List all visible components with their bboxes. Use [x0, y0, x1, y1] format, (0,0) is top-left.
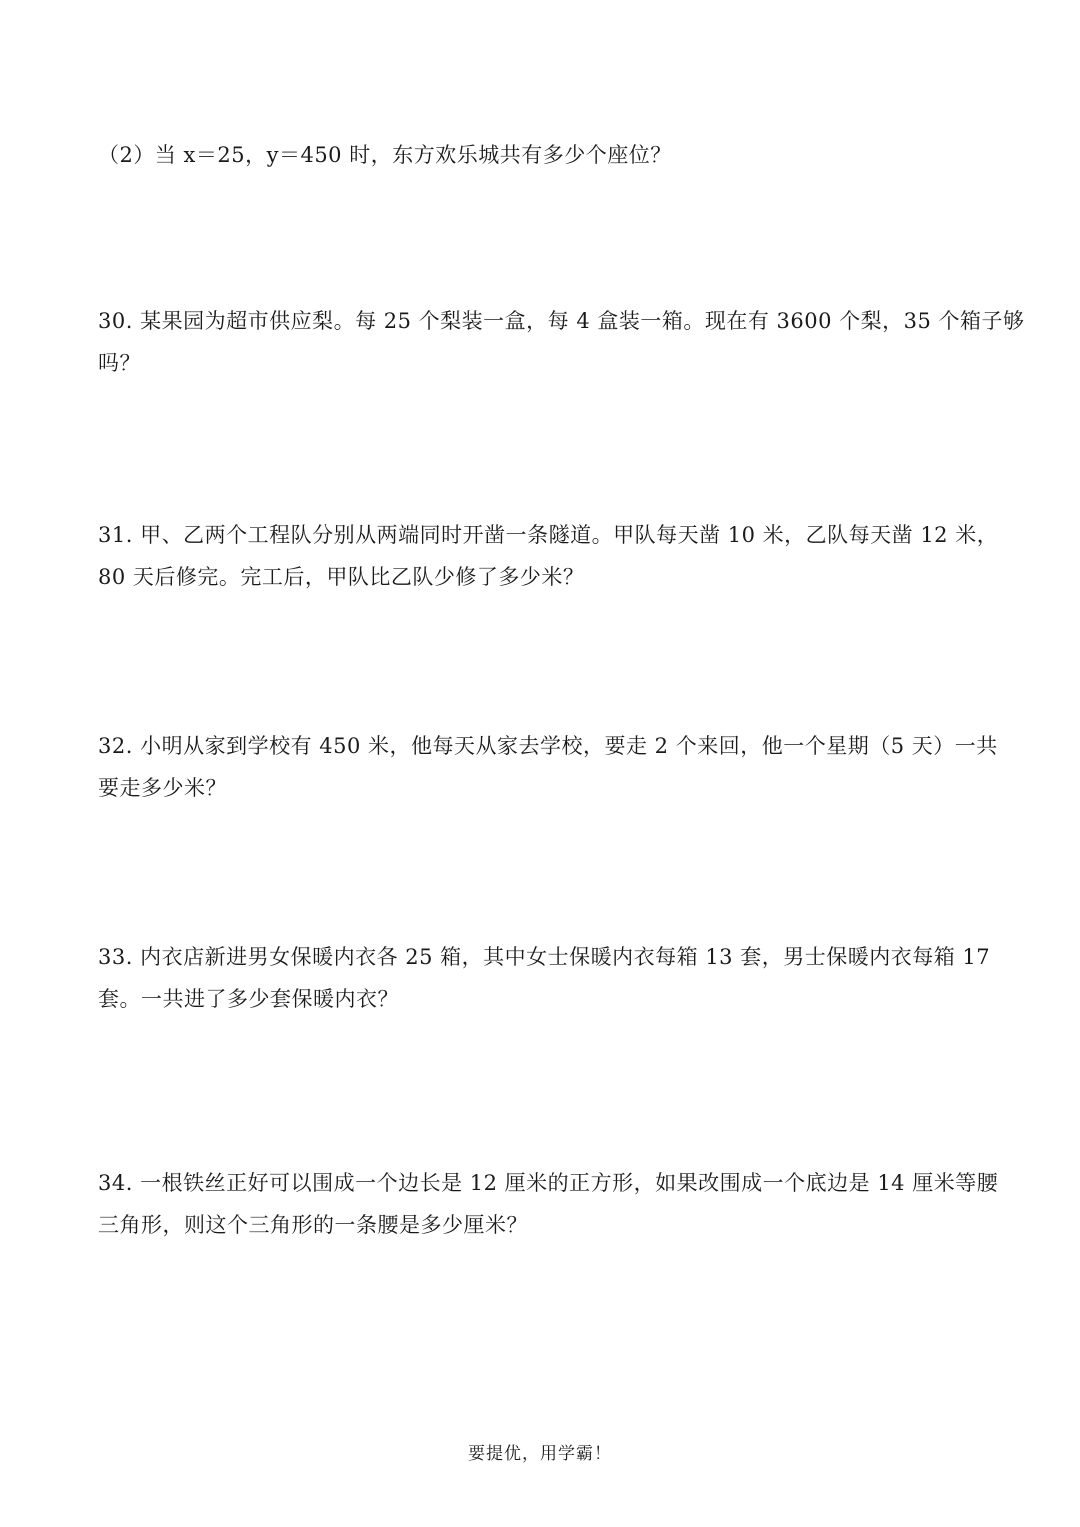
question-29-part-2: [98, 134, 988, 176]
question-32: [98, 725, 998, 809]
page-footer-slogan: 要提优，用学霸！: [468, 1444, 612, 1464]
question-line: 套。一共进了多少套保暖内衣？: [98, 987, 399, 1011]
question-line: 80 天后修完。完工后，甲队比乙队少修了多少米？: [98, 565, 585, 589]
question-line: 要走多少米？: [98, 776, 227, 800]
question-line: 30. 某果园为超市供应梨。每 25 个梨装一盒，每 4 盒装一箱。现在有 3600 个梨，35 个箱子够: [98, 309, 1025, 333]
question-line: 33. 内衣店新进男女保暖内衣各 25 箱，其中女士保暖内衣每箱 13 套，男士保暖内衣每箱 17: [98, 945, 991, 969]
question-30: [98, 300, 1025, 384]
question-line: 34. 一根铁丝正好可以围成一个边长是 12 厘米的正方形，如果改围成一个底边是 14 厘米等腰: [98, 1171, 999, 1195]
question-line: 吗？: [98, 351, 141, 375]
question-line: 31. 甲、乙两个工程队分别从两端同时开凿一条隧道。甲队每天凿 10 米，乙队每天凿 12 米，: [98, 523, 999, 547]
question-line: 32. 小明从家到学校有 450 米，他每天从家去学校，要走 2 个来回，他一个星期（5 天）一共: [98, 734, 998, 758]
question-line: 三角形，则这个三角形的一条腰是多少厘米？: [98, 1213, 528, 1237]
question-33: [98, 936, 991, 1020]
question-31: [98, 514, 999, 598]
question-line: （2）当 x＝25，y＝450 时，东方欢乐城共有多少个座位？: [98, 143, 672, 167]
question-34: [98, 1162, 999, 1246]
